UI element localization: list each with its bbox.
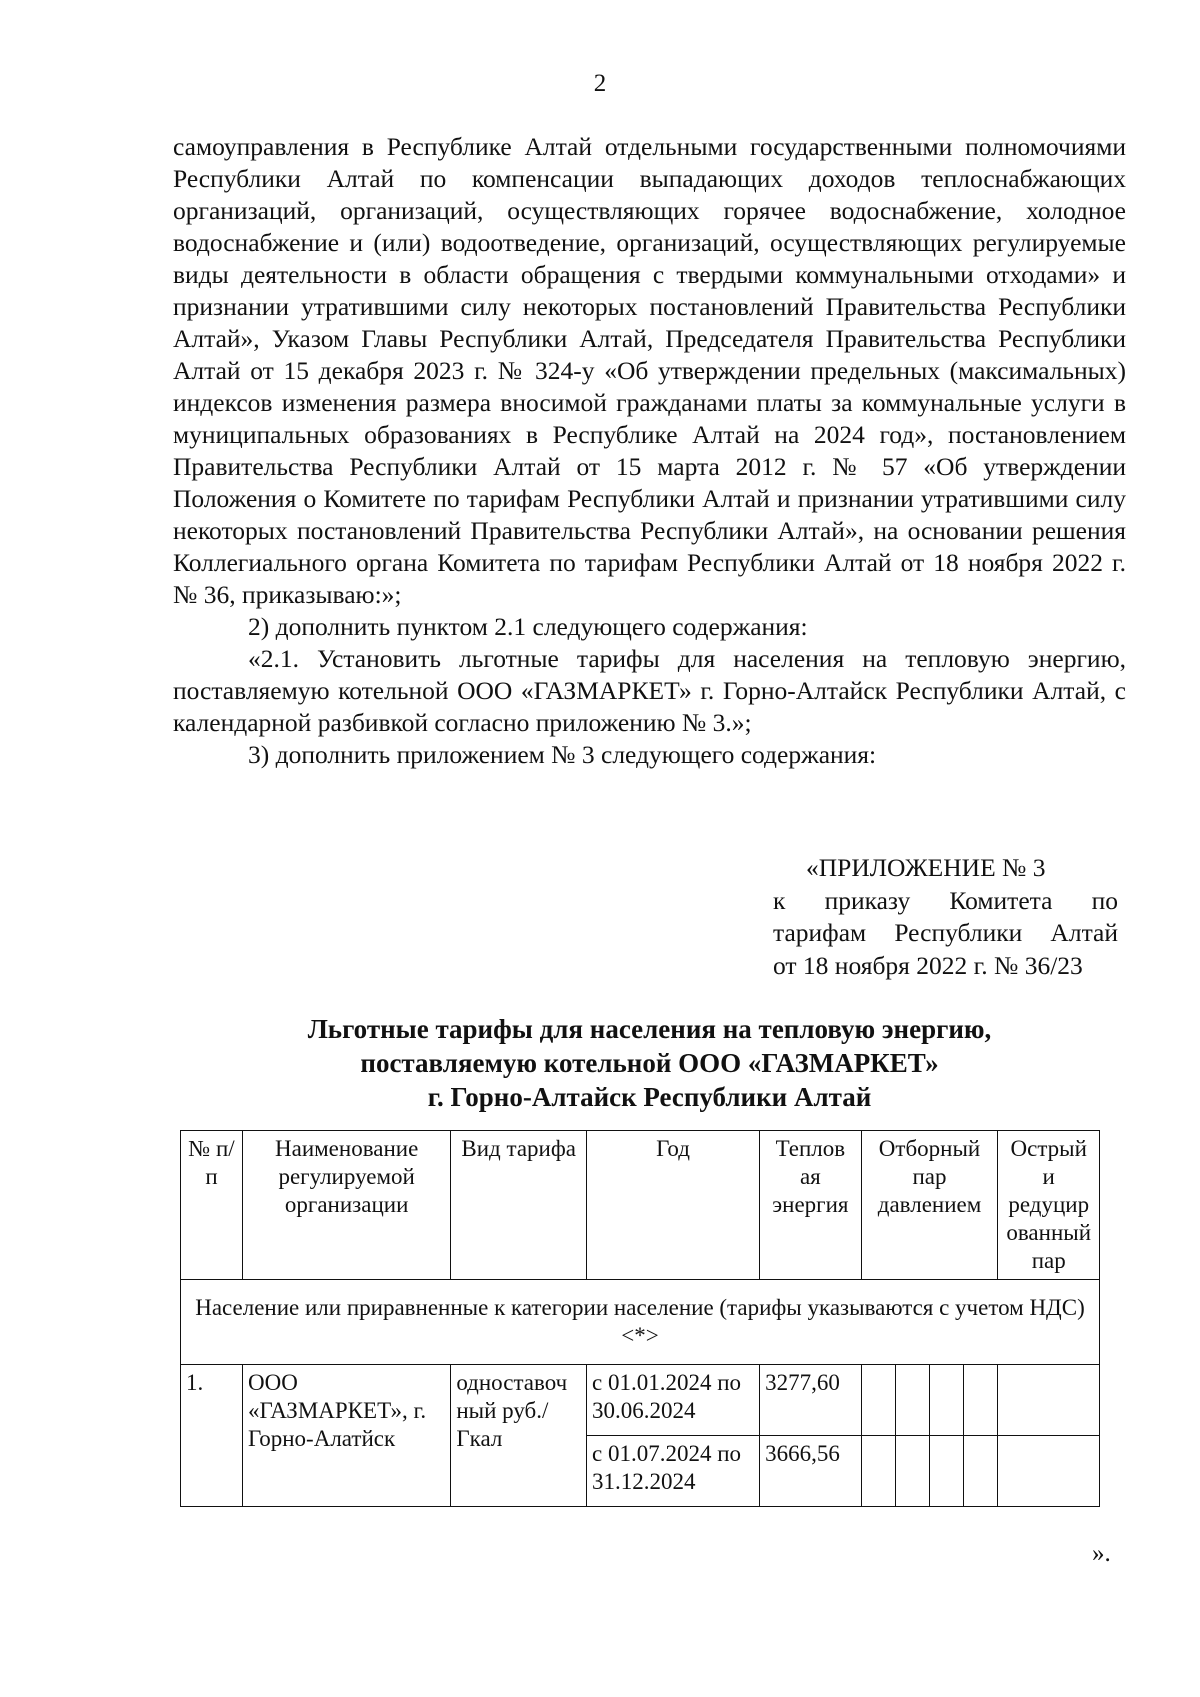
header-num: № п/п xyxy=(181,1131,243,1280)
table-header-row xyxy=(181,1131,1100,1280)
appendix-line: от 18 ноября 2022 г. № 36/23 xyxy=(773,950,1083,980)
appendix-header xyxy=(773,852,1118,982)
cell-year: с 01.07.2024 по 31.12.2024 xyxy=(587,1436,760,1507)
cell-empty xyxy=(895,1365,929,1436)
paragraph: 3) дополнить приложением № 3 следующего содержания: xyxy=(248,740,877,769)
appendix-title: «ПРИЛОЖЕНИЕ № 3 xyxy=(806,853,1046,882)
cell-empty xyxy=(930,1365,964,1436)
header-year: Год xyxy=(587,1131,760,1280)
table-row xyxy=(181,1365,1100,1436)
cell-empty xyxy=(861,1365,895,1436)
closing-quote: ». xyxy=(1092,1540,1111,1567)
appendix-line: к приказу Комитета по xyxy=(773,885,1118,915)
table-title-line: Льготные тарифы для населения на тепловую энергию, xyxy=(307,1014,992,1044)
cell-empty xyxy=(964,1436,998,1507)
cell-heat-value: 3277,60 xyxy=(760,1365,862,1436)
cell-tariff-type: одноставоч ный руб./Гкал xyxy=(451,1365,587,1507)
header-organization: Наименование регулируемой организации xyxy=(242,1131,450,1280)
table-title xyxy=(173,1012,1126,1114)
header-tariff-type: Вид тарифа xyxy=(451,1131,587,1280)
cell-empty xyxy=(998,1436,1100,1507)
section-row xyxy=(181,1280,1100,1365)
cell-empty xyxy=(861,1436,895,1507)
page-number: 2 xyxy=(593,70,607,97)
header-sharp-steam: Острый и редуцир ованный пар xyxy=(998,1131,1100,1280)
cell-empty xyxy=(895,1436,929,1507)
paragraph: 2) дополнить пунктом 2.1 следующего содержания: xyxy=(248,612,808,641)
document-body xyxy=(173,131,1126,771)
section-label: Население или приравненные к категории население (тарифы указываются с учетом НДС) <*> xyxy=(181,1280,1100,1365)
appendix-line: тарифам Республики Алтай xyxy=(773,918,1118,947)
table-title-line: поставляемую котельной ООО «ГАЗМАРКЕТ» xyxy=(360,1048,939,1078)
cell-empty xyxy=(964,1365,998,1436)
tariff-table xyxy=(180,1130,1100,1507)
cell-empty xyxy=(930,1436,964,1507)
paragraph: самоуправления в Республике Алтай отдельными государственными полномочиями Республики Алтай по компенсации выпадающих доходов теплоснабжающих организаций, организаций, осуществляющих горячее водоснабжение, холодное водоснабжение и (или) водоотведение, организаций, осуществляющих регулируемые виды деятельности в области обращения с твердыми коммунальными отходами» и признании утратившими силу некоторых постановлений Правительства Республики Алтай», Указом Главы Республики Алтай, Председателя Правительства Республики Алтай от 15 декабря 2023 г. № 324-у «Об утверждении предельных (максимальных) индексов изменения размера вносимой гражданами платы за коммунальные услуги в муниципальных образованиях в Республике Алтай на 2024 год», постановлением Правительства Республики Алтай от 15 марта 2012 г. № 57 «Об утверждении Положения о Комитете по тарифам Республики Алтай и признании утратившими силу некоторых постановлений Правительства Республики Алтай», на основании решения Коллегиального органа Комитета по тарифам Республики Алтай от 18 ноября 2022 г. № 36, приказываю:»; xyxy=(173,132,1126,609)
paragraph: «2.1. Установить льготные тарифы для населения на тепловую энергию, поставляемую котельной ООО «ГАЗМАРКЕТ» г. Горно-Алтайск Республики Алтай, с календарной разбивкой согласно приложению № 3.»; xyxy=(173,644,1126,737)
cell-heat-value: 3666,56 xyxy=(760,1436,862,1507)
table-title-line: г. Горно-Алтайск Республики Алтай xyxy=(427,1082,872,1112)
cell-empty xyxy=(998,1365,1100,1436)
header-heat-energy: Теплов ая энергия xyxy=(760,1131,862,1280)
cell-year: с 01.01.2024 по 30.06.2024 xyxy=(587,1365,760,1436)
header-selected-steam: Отборный пар давлением xyxy=(861,1131,998,1280)
cell-num: 1. xyxy=(181,1365,243,1507)
cell-organization: ООО «ГАЗМАРКЕТ», г. Горно-Алатйск xyxy=(242,1365,450,1507)
